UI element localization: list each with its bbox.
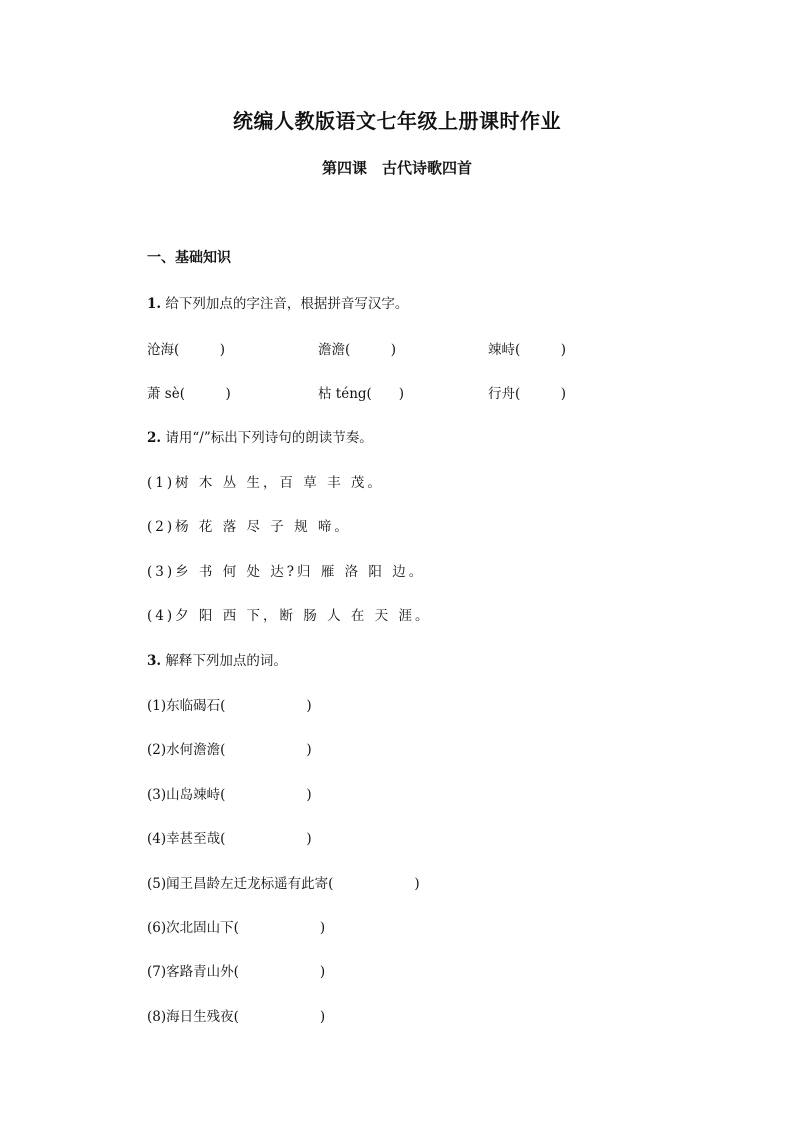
- q3-item-4: (4)幸甚至哉( ): [147, 831, 312, 847]
- q2-item-2: (2)杨 花 落 尽 子 规 啼。: [147, 519, 351, 535]
- q2-item-4: (4)夕 阳 西 下，断 肠 人 在 天 涯。: [147, 608, 432, 624]
- question-2-number: 2.: [147, 430, 162, 446]
- q3-item-7: (7)客路青山外( ): [147, 964, 326, 980]
- question-2-text: 请用“/”标出下列诗句的朗读节奏。: [161, 430, 373, 446]
- document-title: 统编人教版语文七年级上册课时作业: [233, 109, 561, 133]
- q2-item-1: (1)树 木 丛 生，百 草 丰 茂。: [147, 475, 384, 491]
- question-1-text: 给下列加点的字注音，根据拼音写汉字。: [161, 296, 409, 312]
- q1-item-xingzhou: 行舟( ): [488, 386, 567, 402]
- q3-item-8: (8)海日生残夜( ): [147, 1009, 326, 1025]
- q1-item-kuteng: 枯 téng( ): [318, 386, 405, 402]
- question-1-prompt: [147, 292, 408, 312]
- question-3-number: 3.: [147, 653, 162, 669]
- q1-item-dandan: 澹澹( ): [318, 342, 397, 358]
- q2-item-3: (3)乡 书 何 处 达?归 雁 洛 阳 边。: [147, 564, 426, 580]
- question-1-number: 1.: [147, 296, 162, 312]
- question-3-prompt: [147, 649, 287, 669]
- q1-item-songzhi: 竦峙( ): [488, 342, 567, 358]
- q1-item-canghai: 沧海( ): [147, 342, 226, 358]
- q1-item-xiaose: 萧 sè( ): [147, 386, 231, 402]
- section-heading-basics: 一、基础知识: [147, 250, 231, 266]
- lesson-subtitle: 第四课 古代诗歌四首: [321, 159, 472, 177]
- q3-item-6: (6)次北固山下( ): [147, 920, 326, 936]
- q3-item-2: (2)水何澹澹( ): [147, 742, 312, 758]
- question-2-prompt: [147, 426, 373, 446]
- q3-item-1: (1)东临碣石( ): [147, 698, 312, 714]
- q3-item-3: (3)山岛竦峙( ): [147, 787, 312, 803]
- q3-item-5: (5)闻王昌龄左迁龙标遥有此寄( ): [147, 876, 420, 892]
- question-3-text: 解释下列加点的词。: [161, 653, 287, 669]
